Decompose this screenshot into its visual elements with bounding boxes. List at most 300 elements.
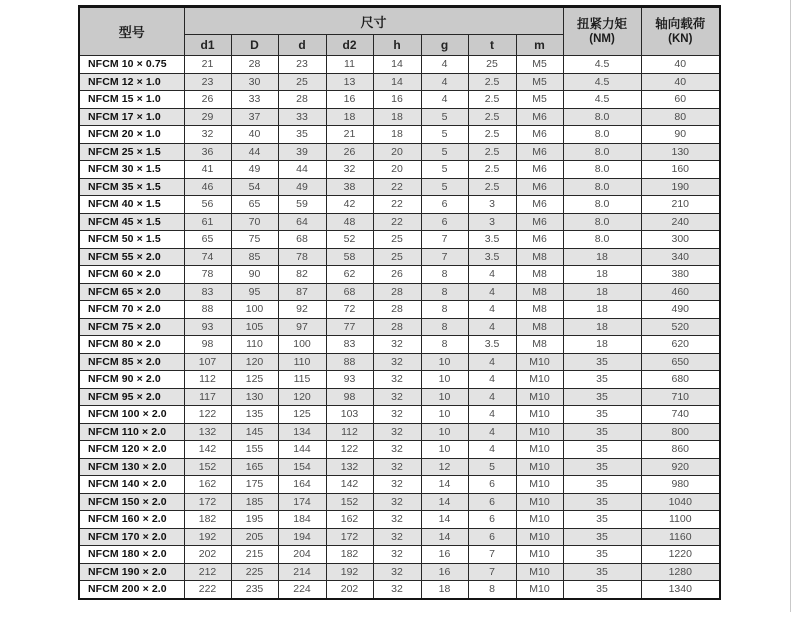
- value-cell: M10: [516, 581, 563, 599]
- value-cell: 38: [326, 178, 373, 196]
- model-cell: NFCM 200 × 2.0: [79, 581, 184, 599]
- value-cell: 22: [373, 196, 421, 214]
- value-cell: 75: [231, 231, 278, 249]
- value-cell: 18: [563, 283, 641, 301]
- value-cell: 14: [421, 528, 468, 546]
- value-cell: 22: [373, 178, 421, 196]
- value-cell: 174: [278, 493, 326, 511]
- value-cell: M10: [516, 563, 563, 581]
- value-cell: 2.5: [468, 126, 516, 144]
- value-cell: 122: [184, 406, 231, 424]
- header-dim-d1: d1: [184, 35, 231, 56]
- value-cell: 87: [278, 283, 326, 301]
- value-cell: 1040: [641, 493, 720, 511]
- value-cell: 800: [641, 423, 720, 441]
- value-cell: M10: [516, 493, 563, 511]
- value-cell: 3.5: [468, 231, 516, 249]
- value-cell: 112: [326, 423, 373, 441]
- value-cell: 8.0: [563, 178, 641, 196]
- value-cell: 6: [468, 528, 516, 546]
- model-cell: NFCM 50 × 1.5: [79, 231, 184, 249]
- value-cell: 8.0: [563, 143, 641, 161]
- model-cell: NFCM 40 × 1.5: [79, 196, 184, 214]
- value-cell: 26: [184, 91, 231, 109]
- value-cell: 32: [373, 581, 421, 599]
- value-cell: 3.5: [468, 248, 516, 266]
- model-cell: NFCM 30 × 1.5: [79, 161, 184, 179]
- value-cell: 59: [278, 196, 326, 214]
- value-cell: 68: [278, 231, 326, 249]
- value-cell: 145: [231, 423, 278, 441]
- value-cell: M6: [516, 161, 563, 179]
- value-cell: 26: [326, 143, 373, 161]
- value-cell: 235: [231, 581, 278, 599]
- table-row: [79, 301, 720, 319]
- value-cell: 33: [278, 108, 326, 126]
- value-cell: 6: [421, 196, 468, 214]
- value-cell: 46: [184, 178, 231, 196]
- value-cell: 212: [184, 563, 231, 581]
- table-row: [79, 581, 720, 599]
- value-cell: 152: [184, 458, 231, 476]
- value-cell: 2.5: [468, 91, 516, 109]
- value-cell: 35: [563, 581, 641, 599]
- value-cell: 16: [421, 563, 468, 581]
- value-cell: 5: [421, 143, 468, 161]
- value-cell: 2.5: [468, 108, 516, 126]
- value-cell: 2.5: [468, 73, 516, 91]
- value-cell: 42: [326, 196, 373, 214]
- value-cell: M8: [516, 283, 563, 301]
- table-header: [79, 7, 720, 56]
- value-cell: 110: [278, 353, 326, 371]
- value-cell: 41: [184, 161, 231, 179]
- value-cell: 78: [278, 248, 326, 266]
- value-cell: 165: [231, 458, 278, 476]
- value-cell: 980: [641, 476, 720, 494]
- value-cell: 490: [641, 301, 720, 319]
- value-cell: M6: [516, 231, 563, 249]
- header-row-1: [79, 7, 720, 35]
- value-cell: M10: [516, 458, 563, 476]
- value-cell: 37: [231, 108, 278, 126]
- value-cell: 21: [184, 56, 231, 74]
- model-cell: NFCM 20 × 1.0: [79, 126, 184, 144]
- value-cell: 182: [184, 511, 231, 529]
- model-cell: NFCM 15 × 1.0: [79, 91, 184, 109]
- value-cell: 115: [278, 371, 326, 389]
- value-cell: 210: [641, 196, 720, 214]
- value-cell: 32: [326, 161, 373, 179]
- table-row: [79, 248, 720, 266]
- value-cell: 144: [278, 441, 326, 459]
- value-cell: 7: [421, 231, 468, 249]
- value-cell: M5: [516, 73, 563, 91]
- value-cell: 4: [468, 266, 516, 284]
- value-cell: 70: [231, 213, 278, 231]
- value-cell: 23: [184, 73, 231, 91]
- value-cell: 103: [326, 406, 373, 424]
- value-cell: 11: [326, 56, 373, 74]
- value-cell: 28: [373, 283, 421, 301]
- value-cell: 93: [184, 318, 231, 336]
- value-cell: 32: [373, 563, 421, 581]
- table-row: [79, 476, 720, 494]
- value-cell: 3.5: [468, 336, 516, 354]
- value-cell: 30: [231, 73, 278, 91]
- value-cell: 8.0: [563, 213, 641, 231]
- value-cell: 39: [278, 143, 326, 161]
- value-cell: 135: [231, 406, 278, 424]
- value-cell: 7: [421, 248, 468, 266]
- value-cell: 4: [468, 371, 516, 389]
- value-cell: 32: [373, 423, 421, 441]
- value-cell: 36: [184, 143, 231, 161]
- value-cell: 40: [231, 126, 278, 144]
- value-cell: 152: [326, 493, 373, 511]
- value-cell: 18: [563, 336, 641, 354]
- value-cell: 35: [563, 406, 641, 424]
- value-cell: M6: [516, 126, 563, 144]
- value-cell: 1280: [641, 563, 720, 581]
- value-cell: 49: [231, 161, 278, 179]
- value-cell: 32: [373, 388, 421, 406]
- value-cell: M10: [516, 371, 563, 389]
- model-cell: NFCM 75 × 2.0: [79, 318, 184, 336]
- value-cell: 65: [231, 196, 278, 214]
- model-cell: NFCM 150 × 2.0: [79, 493, 184, 511]
- value-cell: 175: [231, 476, 278, 494]
- value-cell: 35: [563, 528, 641, 546]
- value-cell: 520: [641, 318, 720, 336]
- value-cell: 32: [373, 458, 421, 476]
- table-row: [79, 266, 720, 284]
- value-cell: 8: [421, 336, 468, 354]
- value-cell: 7: [468, 546, 516, 564]
- value-cell: 98: [326, 388, 373, 406]
- value-cell: 6: [468, 493, 516, 511]
- value-cell: 52: [326, 231, 373, 249]
- value-cell: 12: [421, 458, 468, 476]
- value-cell: 32: [373, 371, 421, 389]
- model-cell: NFCM 100 × 2.0: [79, 406, 184, 424]
- value-cell: 132: [184, 423, 231, 441]
- value-cell: 18: [563, 301, 641, 319]
- table-row: [79, 196, 720, 214]
- value-cell: 100: [278, 336, 326, 354]
- value-cell: 190: [641, 178, 720, 196]
- value-cell: 6: [468, 476, 516, 494]
- value-cell: 194: [278, 528, 326, 546]
- value-cell: 25: [373, 248, 421, 266]
- value-cell: M10: [516, 511, 563, 529]
- value-cell: 214: [278, 563, 326, 581]
- value-cell: 620: [641, 336, 720, 354]
- value-cell: M10: [516, 476, 563, 494]
- value-cell: 215: [231, 546, 278, 564]
- value-cell: 18: [373, 108, 421, 126]
- value-cell: 117: [184, 388, 231, 406]
- value-cell: 97: [278, 318, 326, 336]
- value-cell: 105: [231, 318, 278, 336]
- value-cell: 16: [421, 546, 468, 564]
- value-cell: 77: [326, 318, 373, 336]
- value-cell: 64: [278, 213, 326, 231]
- value-cell: 205: [231, 528, 278, 546]
- model-cell: NFCM 190 × 2.0: [79, 563, 184, 581]
- value-cell: 35: [563, 546, 641, 564]
- model-cell: NFCM 60 × 2.0: [79, 266, 184, 284]
- table-row: [79, 213, 720, 231]
- value-cell: 240: [641, 213, 720, 231]
- value-cell: 710: [641, 388, 720, 406]
- value-cell: 920: [641, 458, 720, 476]
- value-cell: 18: [563, 318, 641, 336]
- model-cell: NFCM 160 × 2.0: [79, 511, 184, 529]
- value-cell: M6: [516, 196, 563, 214]
- value-cell: M6: [516, 108, 563, 126]
- header-load: [641, 7, 720, 56]
- header-dim-m: m: [516, 35, 563, 56]
- value-cell: 88: [326, 353, 373, 371]
- value-cell: 60: [641, 91, 720, 109]
- table-body: [79, 56, 720, 599]
- value-cell: 14: [373, 73, 421, 91]
- value-cell: 2.5: [468, 178, 516, 196]
- value-cell: 300: [641, 231, 720, 249]
- value-cell: 20: [373, 161, 421, 179]
- value-cell: 18: [326, 108, 373, 126]
- value-cell: M10: [516, 388, 563, 406]
- value-cell: 3: [468, 196, 516, 214]
- table-row: [79, 318, 720, 336]
- value-cell: 10: [421, 353, 468, 371]
- value-cell: 48: [326, 213, 373, 231]
- value-cell: M8: [516, 266, 563, 284]
- table-row: [79, 423, 720, 441]
- value-cell: 130: [231, 388, 278, 406]
- value-cell: 8: [468, 581, 516, 599]
- value-cell: 4.5: [563, 91, 641, 109]
- value-cell: 4: [421, 73, 468, 91]
- header-dim-d: d: [278, 35, 326, 56]
- model-cell: NFCM 35 × 1.5: [79, 178, 184, 196]
- value-cell: 4: [421, 56, 468, 74]
- value-cell: 112: [184, 371, 231, 389]
- value-cell: 80: [641, 108, 720, 126]
- value-cell: 32: [373, 493, 421, 511]
- value-cell: M10: [516, 441, 563, 459]
- value-cell: 21: [326, 126, 373, 144]
- value-cell: 14: [421, 511, 468, 529]
- value-cell: 33: [231, 91, 278, 109]
- value-cell: 68: [326, 283, 373, 301]
- value-cell: 184: [278, 511, 326, 529]
- value-cell: 65: [184, 231, 231, 249]
- value-cell: 28: [231, 56, 278, 74]
- value-cell: 32: [373, 336, 421, 354]
- header-dim-d2: d2: [326, 35, 373, 56]
- value-cell: 4: [468, 283, 516, 301]
- value-cell: 5: [421, 161, 468, 179]
- value-cell: 110: [231, 336, 278, 354]
- header-size-group: 尺寸: [184, 7, 563, 35]
- value-cell: 16: [373, 91, 421, 109]
- table-row: [79, 336, 720, 354]
- value-cell: M8: [516, 318, 563, 336]
- value-cell: 14: [421, 493, 468, 511]
- table-row: [79, 161, 720, 179]
- table-row: [79, 406, 720, 424]
- value-cell: 1220: [641, 546, 720, 564]
- value-cell: 650: [641, 353, 720, 371]
- model-cell: NFCM 17 × 1.0: [79, 108, 184, 126]
- value-cell: M10: [516, 406, 563, 424]
- value-cell: 82: [278, 266, 326, 284]
- value-cell: 8: [421, 301, 468, 319]
- value-cell: 680: [641, 371, 720, 389]
- table-row: [79, 388, 720, 406]
- value-cell: 28: [373, 318, 421, 336]
- header-torque-unit: (NM): [589, 33, 615, 46]
- value-cell: 90: [231, 266, 278, 284]
- value-cell: 2.5: [468, 161, 516, 179]
- value-cell: 4: [468, 301, 516, 319]
- value-cell: 202: [184, 546, 231, 564]
- header-torque-label: 扭紧力矩: [577, 16, 628, 31]
- value-cell: 125: [231, 371, 278, 389]
- value-cell: 8: [421, 266, 468, 284]
- value-cell: 16: [326, 91, 373, 109]
- model-cell: NFCM 80 × 2.0: [79, 336, 184, 354]
- header-load-label: 轴向载荷: [655, 16, 706, 31]
- value-cell: 164: [278, 476, 326, 494]
- value-cell: 172: [184, 493, 231, 511]
- table-row: [79, 231, 720, 249]
- value-cell: 10: [421, 423, 468, 441]
- value-cell: 35: [563, 511, 641, 529]
- value-cell: 134: [278, 423, 326, 441]
- value-cell: 35: [563, 476, 641, 494]
- value-cell: 1160: [641, 528, 720, 546]
- value-cell: 8.0: [563, 108, 641, 126]
- value-cell: 202: [326, 581, 373, 599]
- value-cell: 44: [278, 161, 326, 179]
- value-cell: 35: [563, 371, 641, 389]
- header-model: 型号: [79, 7, 184, 56]
- value-cell: 18: [563, 248, 641, 266]
- value-cell: M5: [516, 56, 563, 74]
- model-cell: NFCM 45 × 1.5: [79, 213, 184, 231]
- value-cell: M10: [516, 528, 563, 546]
- value-cell: M6: [516, 143, 563, 161]
- value-cell: 32: [373, 546, 421, 564]
- value-cell: 192: [326, 563, 373, 581]
- value-cell: M10: [516, 423, 563, 441]
- value-cell: 740: [641, 406, 720, 424]
- value-cell: 40: [641, 73, 720, 91]
- value-cell: 44: [231, 143, 278, 161]
- table-row: [79, 126, 720, 144]
- value-cell: 10: [421, 371, 468, 389]
- model-cell: NFCM 65 × 2.0: [79, 283, 184, 301]
- model-cell: NFCM 70 × 2.0: [79, 301, 184, 319]
- value-cell: 35: [563, 353, 641, 371]
- value-cell: 18: [373, 126, 421, 144]
- value-cell: 142: [184, 441, 231, 459]
- value-cell: 154: [278, 458, 326, 476]
- value-cell: 93: [326, 371, 373, 389]
- model-cell: NFCM 25 × 1.5: [79, 143, 184, 161]
- value-cell: 7: [468, 563, 516, 581]
- value-cell: 122: [326, 441, 373, 459]
- value-cell: 23: [278, 56, 326, 74]
- value-cell: 8: [421, 283, 468, 301]
- header-dim-t: t: [468, 35, 516, 56]
- value-cell: 192: [184, 528, 231, 546]
- model-cell: NFCM 85 × 2.0: [79, 353, 184, 371]
- value-cell: 8.0: [563, 231, 641, 249]
- table-row: [79, 563, 720, 581]
- value-cell: 25: [373, 231, 421, 249]
- value-cell: 204: [278, 546, 326, 564]
- value-cell: 162: [326, 511, 373, 529]
- value-cell: 58: [326, 248, 373, 266]
- value-cell: 90: [641, 126, 720, 144]
- value-cell: 32: [373, 353, 421, 371]
- header-dim-h: h: [373, 35, 421, 56]
- value-cell: 120: [278, 388, 326, 406]
- value-cell: 54: [231, 178, 278, 196]
- value-cell: 78: [184, 266, 231, 284]
- table-row: [79, 143, 720, 161]
- table-row: [79, 528, 720, 546]
- value-cell: 2.5: [468, 143, 516, 161]
- value-cell: 35: [563, 388, 641, 406]
- value-cell: 8.0: [563, 196, 641, 214]
- value-cell: 40: [641, 56, 720, 74]
- value-cell: 49: [278, 178, 326, 196]
- value-cell: 25: [468, 56, 516, 74]
- value-cell: 4: [468, 441, 516, 459]
- value-cell: 4: [468, 353, 516, 371]
- header-dim-g: g: [421, 35, 468, 56]
- value-cell: 10: [421, 441, 468, 459]
- value-cell: 4: [468, 406, 516, 424]
- value-cell: 4: [468, 388, 516, 406]
- value-cell: 92: [278, 301, 326, 319]
- model-cell: NFCM 95 × 2.0: [79, 388, 184, 406]
- value-cell: 20: [373, 143, 421, 161]
- value-cell: 5: [468, 458, 516, 476]
- value-cell: 130: [641, 143, 720, 161]
- value-cell: 4.5: [563, 56, 641, 74]
- value-cell: M8: [516, 248, 563, 266]
- value-cell: 6: [468, 511, 516, 529]
- value-cell: M6: [516, 213, 563, 231]
- table-row: [79, 371, 720, 389]
- value-cell: 3: [468, 213, 516, 231]
- header-load-unit: (KN): [668, 33, 693, 46]
- table-row: [79, 546, 720, 564]
- value-cell: M10: [516, 546, 563, 564]
- value-cell: M8: [516, 336, 563, 354]
- value-cell: 95: [231, 283, 278, 301]
- value-cell: 35: [563, 563, 641, 581]
- value-cell: 380: [641, 266, 720, 284]
- value-cell: M10: [516, 353, 563, 371]
- value-cell: 125: [278, 406, 326, 424]
